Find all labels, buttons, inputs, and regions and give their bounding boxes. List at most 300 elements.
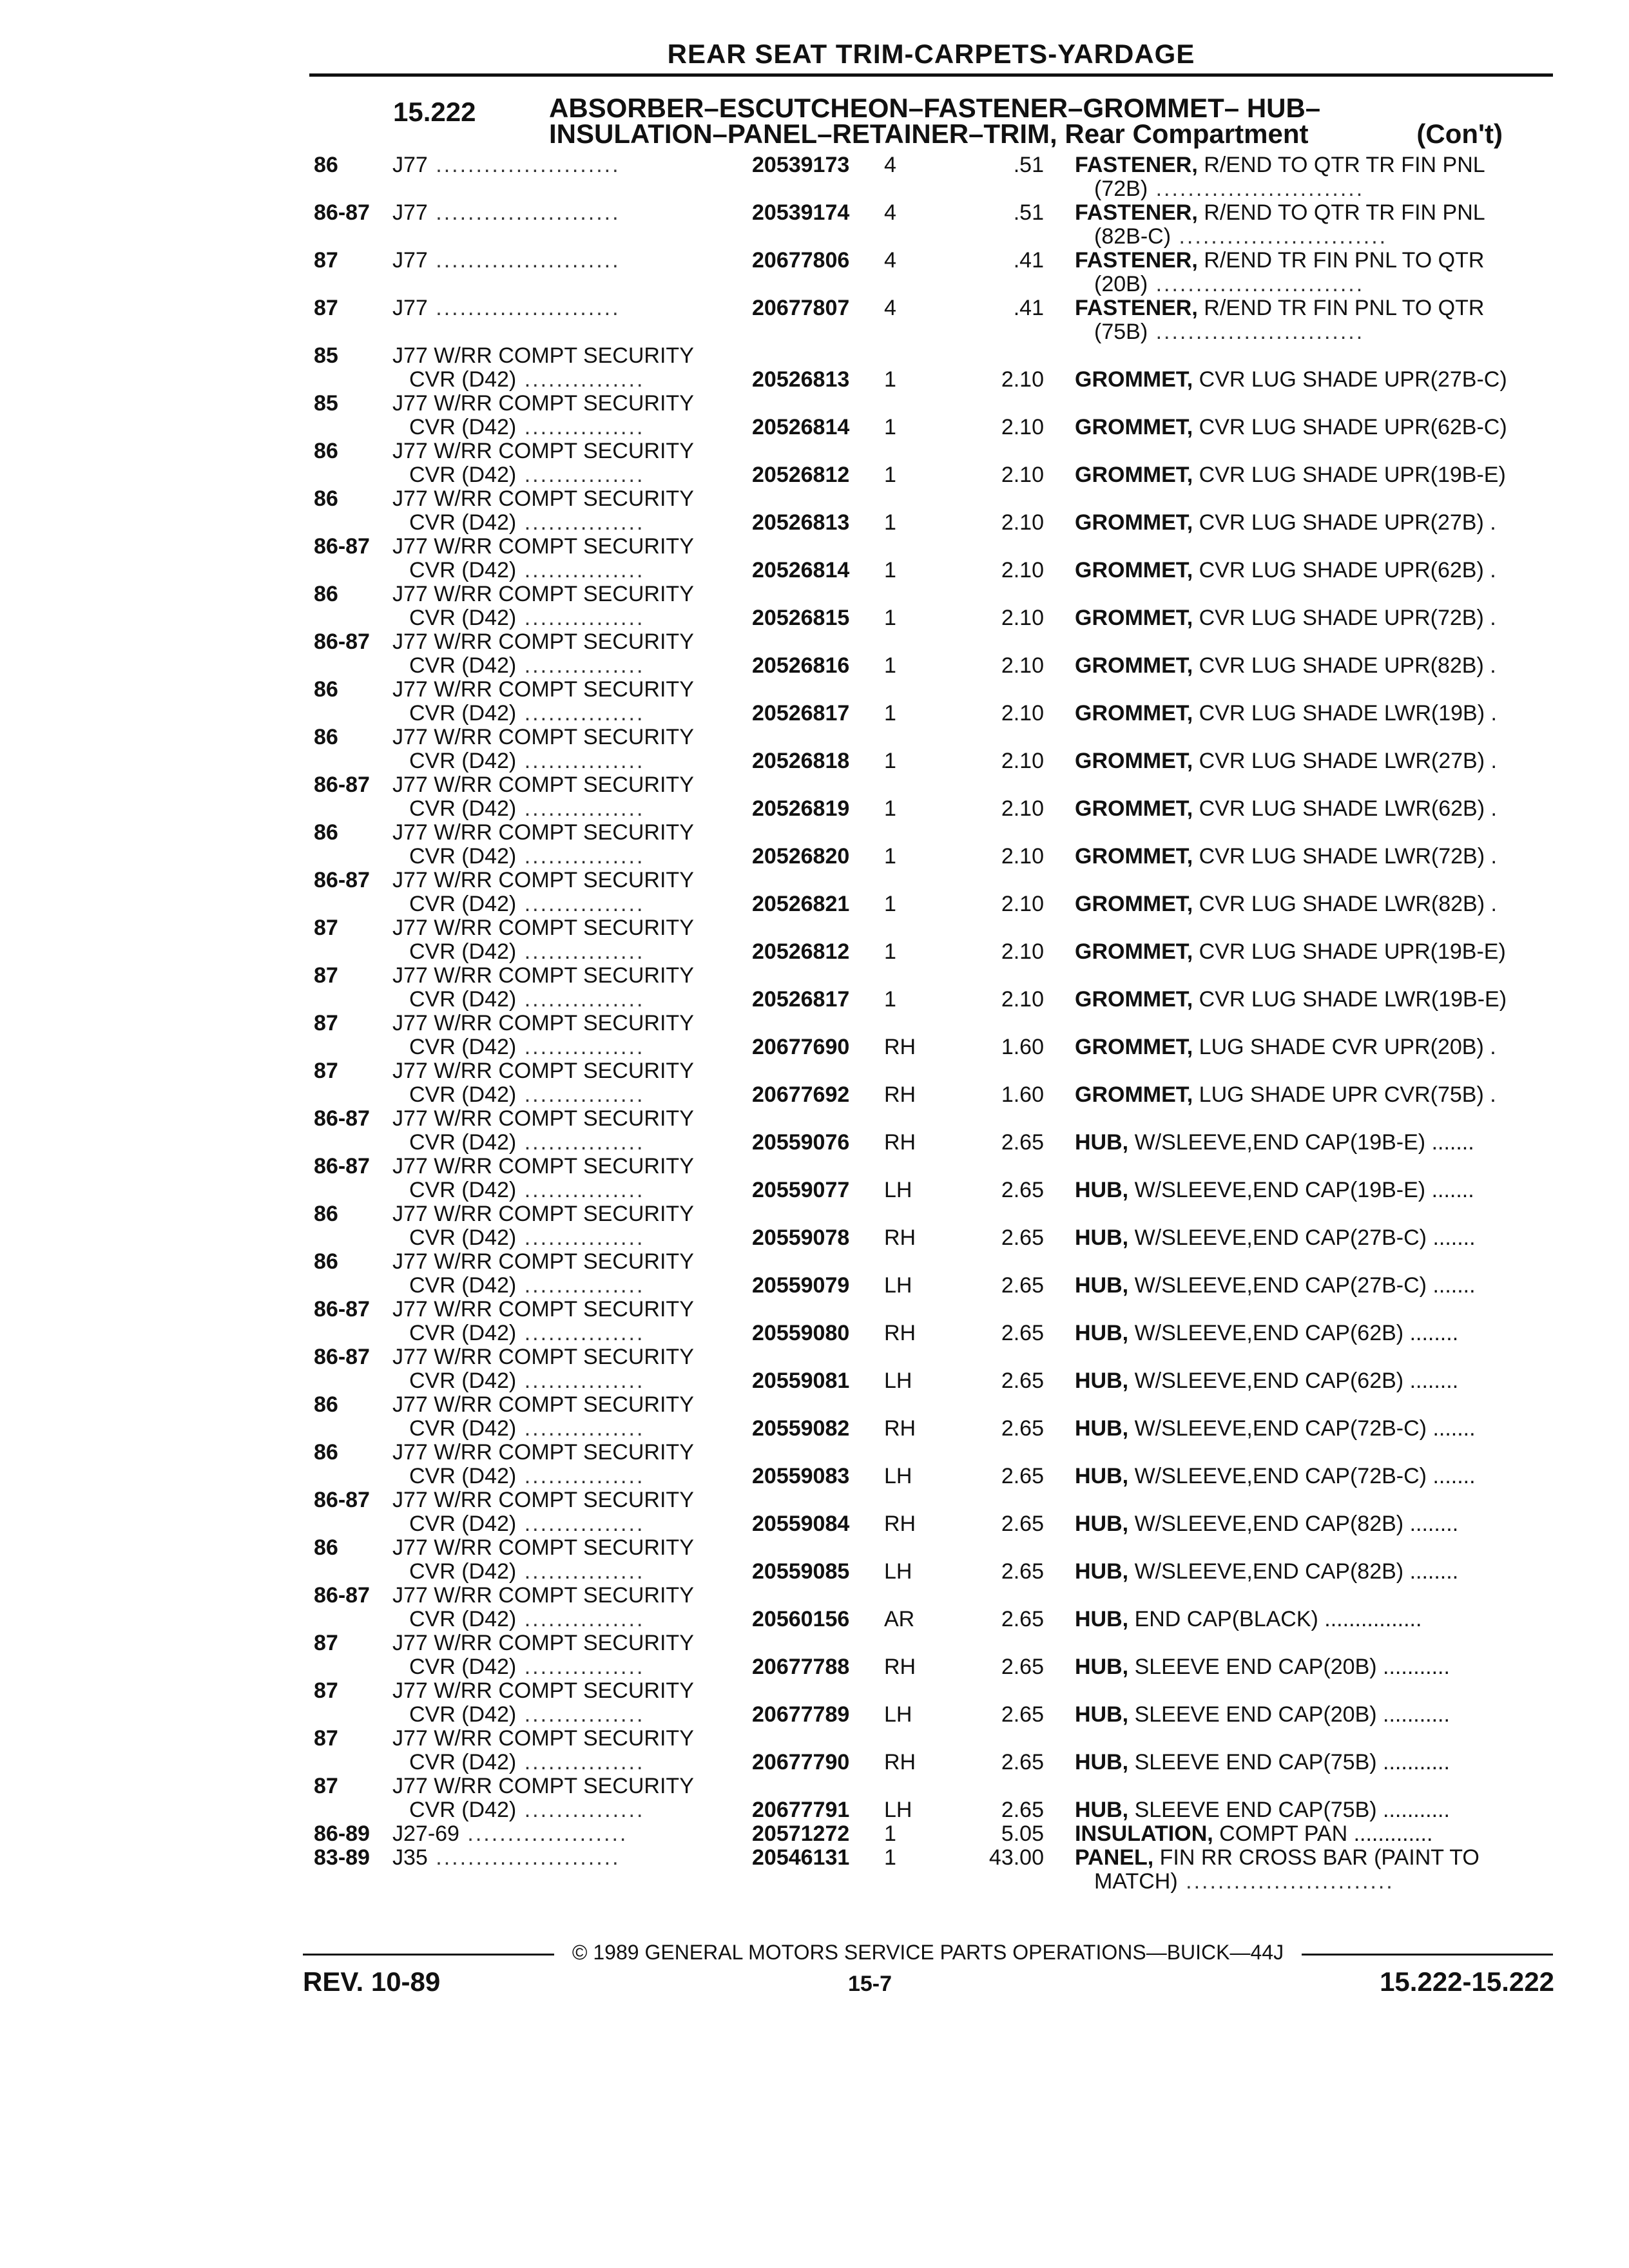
table-row: [0, 726, 1629, 773]
row-part-name: GROMMET,: [1075, 845, 1193, 869]
row-description-text: W/SLEEVE,END CAP(62B) ........: [1134, 1369, 1459, 1393]
leader-dots: ...............: [516, 606, 645, 630]
row-model-line2-text: CVR (D42): [409, 1607, 517, 1631]
table-row: [0, 296, 1629, 344]
row-part-name: HUB,: [1075, 1417, 1129, 1441]
row-part-number: 20526813: [752, 510, 850, 535]
row-part-name: GROMMET,: [1075, 702, 1193, 726]
row-quantity: 1: [884, 749, 896, 773]
row-description: [1075, 1608, 1545, 1631]
row-model-line2: [409, 1321, 644, 1345]
row-description-text: CVR LUG SHADE UPR(27B) .: [1199, 511, 1496, 535]
row-model-line2-text: CVR (D42): [409, 1130, 517, 1155]
row-year: 86-87: [314, 773, 370, 797]
leader-dots: ...............: [516, 510, 645, 535]
row-model-line2: [409, 1512, 644, 1536]
row-model-line2: [409, 511, 644, 535]
row-model-line2-text: CVR (D42): [409, 1273, 517, 1298]
row-description: [1075, 1178, 1545, 1202]
row-description: [1075, 463, 1545, 487]
row-model: [392, 486, 694, 535]
row-description-text: R/END TO QTR TR FIN PNL: [1204, 201, 1485, 225]
row-part-name: GROMMET,: [1075, 368, 1193, 392]
row-part-number: 20546131: [752, 1845, 850, 1870]
row-quantity: 4: [884, 153, 896, 177]
row-year: 85: [314, 343, 338, 368]
table-row: [0, 1202, 1629, 1250]
row-model: [392, 773, 694, 821]
row-description-text: END CAP(BLACK) ................: [1134, 1608, 1422, 1631]
footer-rule-right: [1302, 1954, 1553, 1956]
table-row: [0, 1441, 1629, 1488]
row-description-text: SLEEVE END CAP(20B) ...........: [1134, 1655, 1450, 1679]
row-price: .51: [1013, 200, 1044, 225]
row-part-number: 20526814: [752, 415, 850, 439]
row-part-number: 20539174: [752, 200, 850, 225]
row-model-text: J77 W/RR COMPT SECURITY: [392, 1392, 694, 1417]
row-part-name: HUB,: [1075, 1369, 1129, 1393]
table-row: [0, 1012, 1629, 1059]
row-part-number: 20677791: [752, 1798, 850, 1822]
row-part-name: GROMMET,: [1075, 1083, 1193, 1107]
row-year: 86: [314, 1535, 338, 1560]
row-description-text: FIN RR CROSS BAR (PAINT TO: [1159, 1846, 1480, 1870]
row-model-line2: [409, 797, 644, 821]
row-model: [392, 1535, 694, 1584]
row-price: 2.65: [1001, 1178, 1044, 1202]
row-model-line2: [409, 749, 644, 773]
row-quantity: 1: [884, 987, 896, 1012]
leader-dots: ...............: [516, 1273, 645, 1298]
row-part-name: HUB,: [1075, 1703, 1129, 1727]
row-model: [392, 153, 621, 177]
row-part-number: 20526820: [752, 844, 850, 869]
row-price: 2.10: [1001, 415, 1044, 439]
row-price: 2.65: [1001, 1655, 1044, 1679]
leader-dots: ...............: [516, 1702, 645, 1727]
row-price: 2.65: [1001, 1702, 1044, 1727]
row-description: [1075, 1417, 1545, 1441]
row-part-name: HUB,: [1075, 1798, 1129, 1822]
table-row: [0, 153, 1629, 201]
row-description-text: R/END TR FIN PNL TO QTR: [1204, 249, 1485, 273]
row-quantity: LH: [884, 1798, 912, 1822]
row-model-line2: [409, 1178, 644, 1202]
row-model: [392, 343, 694, 392]
row-model: [392, 1011, 694, 1059]
row-model-line2-text: CVR (D42): [409, 939, 517, 964]
row-model-line2: [409, 845, 644, 869]
table-row: [0, 1631, 1629, 1679]
row-model-line2: [409, 606, 644, 630]
table-row: [0, 821, 1629, 869]
row-model: [392, 391, 694, 439]
row-price: 2.65: [1001, 1225, 1044, 1250]
row-year: 87: [314, 248, 338, 273]
row-model-line2: [409, 654, 644, 678]
leader-dots: ...............: [516, 1225, 645, 1250]
leader-dots: ...............: [516, 463, 645, 487]
row-price: 1.60: [1001, 1035, 1044, 1059]
row-model-text: J77 W/RR COMPT SECURITY: [392, 868, 694, 892]
row-price: 1.60: [1001, 1082, 1044, 1107]
row-part-name: HUB,: [1075, 1560, 1129, 1584]
row-part-number: 20559079: [752, 1273, 850, 1298]
row-model-text: J77 W/RR COMPT SECURITY: [392, 1106, 694, 1131]
row-year: 86-87: [314, 534, 370, 559]
row-quantity: 1: [884, 653, 896, 678]
row-model-line2: [409, 1131, 644, 1155]
row-description: [1075, 1751, 1545, 1774]
row-description-text: W/SLEEVE,END CAP(62B) ........: [1134, 1321, 1459, 1345]
row-quantity: LH: [884, 1559, 912, 1584]
row-part-name: PANEL,: [1075, 1846, 1154, 1870]
row-quantity: 1: [884, 1845, 896, 1870]
row-part-name: HUB,: [1075, 1751, 1129, 1774]
table-row: [0, 964, 1629, 1012]
row-model-text: J77 W/RR COMPT SECURITY: [392, 1202, 694, 1226]
table-row: [0, 1774, 1629, 1822]
leader-dots: ...............: [516, 1559, 645, 1584]
table-row: [0, 1298, 1629, 1345]
row-part-number: 20677788: [752, 1655, 850, 1679]
row-quantity: 4: [884, 200, 896, 225]
table-row: [0, 249, 1629, 296]
row-description: [1075, 1226, 1545, 1250]
row-description-text: R/END TR FIN PNL TO QTR: [1204, 296, 1485, 320]
row-model-line2-text: CVR (D42): [409, 749, 517, 773]
row-description: [1075, 1131, 1545, 1155]
row-model-text: J77: [392, 200, 428, 225]
row-model-line2: [409, 1369, 644, 1393]
row-model-line2-text: CVR (D42): [409, 1798, 517, 1822]
table-row: [0, 439, 1629, 487]
row-description: [1075, 1822, 1545, 1846]
row-description-text: CVR LUG SHADE UPR(72B) .: [1199, 606, 1496, 630]
leader-dots: ...............: [516, 1130, 645, 1155]
row-year: 87: [314, 1726, 338, 1751]
row-price: 2.10: [1001, 939, 1044, 964]
row-model-text: J77 W/RR COMPT SECURITY: [392, 1678, 694, 1703]
row-quantity: LH: [884, 1464, 912, 1488]
section-number: 15.222: [393, 97, 476, 127]
row-price: 2.10: [1001, 749, 1044, 773]
row-year: 87: [314, 1774, 338, 1798]
row-model: [392, 249, 621, 273]
row-part-name: HUB,: [1075, 1274, 1129, 1298]
section-title: [549, 95, 1503, 147]
row-part-name: GROMMET,: [1075, 988, 1193, 1012]
row-price: 2.65: [1001, 1321, 1044, 1345]
row-quantity: RH: [884, 1416, 916, 1441]
row-year: 87: [314, 963, 338, 988]
row-description-text: CVR LUG SHADE LWR(62B) .: [1199, 797, 1497, 821]
row-price: 2.10: [1001, 606, 1044, 630]
row-quantity: AR: [884, 1607, 915, 1631]
row-part-name: HUB,: [1075, 1178, 1129, 1202]
row-description: [1075, 1703, 1545, 1727]
row-model-line2-text: CVR (D42): [409, 796, 517, 821]
row-model-line2-text: CVR (D42): [409, 1702, 517, 1727]
leader-dots: ...............: [516, 1416, 645, 1441]
leader-dots: ...............: [516, 1035, 645, 1059]
row-model-line2: [409, 1465, 644, 1488]
row-model-text: J77 W/RR COMPT SECURITY: [392, 629, 694, 654]
row-part-number: 20559081: [752, 1369, 850, 1393]
row-quantity: 4: [884, 248, 896, 273]
row-description-text: CVR LUG SHADE LWR(82B) .: [1199, 892, 1497, 916]
row-model: [392, 963, 694, 1012]
row-description-line2-text: (72B): [1094, 177, 1148, 201]
row-model: [392, 1345, 694, 1393]
leader-dots: .......................: [427, 1845, 621, 1870]
row-quantity: 1: [884, 367, 896, 392]
row-description-text: CVR LUG SHADE LWR(72B) .: [1199, 845, 1497, 869]
row-model-line2-text: CVR (D42): [409, 415, 517, 439]
row-year: 85: [314, 391, 338, 416]
row-price: 43.00: [988, 1845, 1044, 1870]
row-description: [1075, 201, 1545, 249]
row-part-number: 20526817: [752, 701, 850, 726]
row-model-line2-text: CVR (D42): [409, 1559, 517, 1584]
row-description-text: LUG SHADE UPR CVR(75B) .: [1199, 1083, 1496, 1107]
table-row: [0, 869, 1629, 916]
row-part-number: 20559083: [752, 1464, 850, 1488]
leader-dots: ..........................: [1171, 224, 1388, 249]
row-part-name: HUB,: [1075, 1321, 1129, 1345]
row-model: [392, 677, 694, 726]
row-part-number: 20677692: [752, 1082, 850, 1107]
row-model: [392, 296, 621, 320]
row-quantity: RH: [884, 1082, 916, 1107]
table-row: [0, 678, 1629, 726]
row-part-number: 20559078: [752, 1225, 850, 1250]
table-row: [0, 1393, 1629, 1441]
row-description-text: LUG SHADE CVR UPR(20B) .: [1199, 1035, 1496, 1059]
leader-dots: ..........................: [1148, 320, 1365, 344]
row-model: [392, 582, 694, 630]
row-year: 86-87: [314, 868, 370, 892]
row-model-line2-text: CVR (D42): [409, 1082, 517, 1107]
row-year: 86-87: [314, 1345, 370, 1369]
row-model: [392, 1583, 694, 1631]
page-header: REAR SEAT TRIM-CARPETS-YARDAGE: [667, 39, 1195, 69]
row-quantity: LH: [884, 1178, 912, 1202]
row-price: .41: [1013, 248, 1044, 273]
leader-dots: ...............: [516, 415, 645, 439]
row-description-text: W/SLEEVE,END CAP(82B) ........: [1134, 1512, 1459, 1536]
row-description-text: CVR LUG SHADE UPR(62B-C): [1199, 416, 1507, 439]
row-part-name: GROMMET,: [1075, 559, 1193, 582]
row-description-text: R/END TO QTR TR FIN PNL: [1204, 153, 1485, 177]
row-year: 87: [314, 1059, 338, 1083]
row-model: [392, 1488, 694, 1536]
row-model-line2-text: CVR (D42): [409, 701, 517, 726]
row-model-line2-text: CVR (D42): [409, 463, 517, 487]
row-model: [392, 1631, 694, 1679]
table-row: [0, 916, 1629, 964]
row-year: 86-87: [314, 1583, 370, 1608]
row-model-text: J77 W/RR COMPT SECURITY: [392, 677, 694, 702]
table-row: [0, 344, 1629, 392]
row-price: 2.65: [1001, 1273, 1044, 1298]
table-row: [0, 487, 1629, 535]
table-row: [0, 1488, 1629, 1536]
row-model-text: J27-69: [392, 1821, 459, 1846]
row-description-text: CVR LUG SHADE LWR(19B) .: [1199, 702, 1497, 726]
row-part-name: GROMMET,: [1075, 416, 1193, 439]
row-quantity: 1: [884, 844, 896, 869]
leader-dots: ...............: [516, 1321, 645, 1345]
row-part-number: 20526812: [752, 463, 850, 487]
row-model-line2-text: CVR (D42): [409, 653, 517, 678]
row-model-text: J77: [392, 248, 428, 273]
row-year: 86: [314, 677, 338, 702]
row-model-text: J77 W/RR COMPT SECURITY: [392, 1583, 694, 1608]
row-model-line2-text: CVR (D42): [409, 510, 517, 535]
row-part-name: HUB,: [1075, 1465, 1129, 1488]
row-description-text: SLEEVE END CAP(75B) ...........: [1134, 1798, 1450, 1822]
row-quantity: RH: [884, 1750, 916, 1774]
row-part-name: FASTENER,: [1075, 201, 1198, 225]
row-model: [392, 1297, 694, 1345]
row-description-text: COMPT PAN .............: [1219, 1822, 1433, 1846]
row-description: [1075, 1274, 1545, 1298]
row-model-text: J77 W/RR COMPT SECURITY: [392, 820, 694, 845]
row-description: [1075, 1846, 1545, 1894]
row-model: [392, 725, 694, 773]
row-description-line2: [1075, 273, 1545, 296]
row-quantity: LH: [884, 1369, 912, 1393]
row-description: [1075, 797, 1545, 821]
row-description-text: W/SLEEVE,END CAP(19B-E) .......: [1134, 1178, 1474, 1202]
row-model-line2-text: CVR (D42): [409, 892, 517, 916]
leader-dots: .......................: [427, 248, 621, 273]
row-model-text: J77 W/RR COMPT SECURITY: [392, 343, 694, 368]
row-model-text: J77 W/RR COMPT SECURITY: [392, 486, 694, 511]
row-description-line2: [1075, 1870, 1545, 1894]
row-model-text: J77 W/RR COMPT SECURITY: [392, 963, 694, 988]
row-price: 2.10: [1001, 987, 1044, 1012]
row-model: [392, 1440, 694, 1488]
row-description-text: W/SLEEVE,END CAP(82B) ........: [1134, 1560, 1459, 1584]
row-model-line2: [409, 1274, 644, 1298]
row-year: 87: [314, 1678, 338, 1703]
row-price: 2.65: [1001, 1369, 1044, 1393]
row-quantity: LH: [884, 1702, 912, 1727]
row-year: 86: [314, 820, 338, 845]
row-description-text: CVR LUG SHADE UPR(19B-E): [1199, 940, 1506, 964]
row-year: 86: [314, 725, 338, 749]
row-part-number: 20559084: [752, 1512, 850, 1536]
leader-dots: ...............: [516, 558, 645, 582]
row-year: 86-87: [314, 629, 370, 654]
row-price: 2.10: [1001, 367, 1044, 392]
row-part-name: GROMMET,: [1075, 1035, 1193, 1059]
row-model-line2: [409, 1798, 644, 1822]
row-model-text: J77 W/RR COMPT SECURITY: [392, 1631, 694, 1655]
table-row: [0, 535, 1629, 582]
section-title-line1: ABSORBER–ESCUTCHEON–FASTENER–GROMMET– HUB–: [549, 93, 1321, 123]
row-model: [392, 629, 694, 678]
row-model-line2-text: CVR (D42): [409, 606, 517, 630]
row-model-text: J77 W/RR COMPT SECURITY: [392, 1726, 694, 1751]
row-description: [1075, 988, 1545, 1012]
row-quantity: RH: [884, 1512, 916, 1536]
row-description: [1075, 511, 1545, 535]
leader-dots: .......................: [427, 153, 621, 177]
row-model: [392, 820, 694, 869]
row-model-line2: [409, 702, 644, 726]
row-model-line2: [409, 1226, 644, 1250]
row-model-line2: [409, 988, 644, 1012]
leader-dots: ..........................: [1148, 177, 1365, 201]
row-model-line2: [409, 940, 644, 964]
row-description: [1075, 1321, 1545, 1345]
row-model-text: J77 W/RR COMPT SECURITY: [392, 1488, 694, 1512]
row-description: [1075, 702, 1545, 726]
row-year: 86-87: [314, 1154, 370, 1178]
row-model-text: J77 W/RR COMPT SECURITY: [392, 1011, 694, 1035]
row-quantity: RH: [884, 1225, 916, 1250]
row-part-name: GROMMET,: [1075, 511, 1193, 535]
leader-dots: ...............: [516, 939, 645, 964]
row-model: [392, 439, 694, 487]
row-model: [392, 1822, 628, 1846]
row-quantity: 1: [884, 463, 896, 487]
row-year: 86: [314, 439, 338, 463]
row-part-name: GROMMET,: [1075, 892, 1193, 916]
row-model-text: J77: [392, 296, 428, 320]
row-part-name: HUB,: [1075, 1226, 1129, 1250]
row-description: [1075, 1083, 1545, 1107]
row-quantity: 1: [884, 701, 896, 726]
row-part-number: 20526816: [752, 653, 850, 678]
row-model-line2-text: CVR (D42): [409, 987, 517, 1012]
row-description: [1075, 249, 1545, 296]
row-model-line2: [409, 1417, 644, 1441]
row-price: 5.05: [1001, 1821, 1044, 1846]
row-description-text: CVR LUG SHADE UPR(82B) .: [1199, 654, 1496, 678]
footer-copyright: © 1989 GENERAL MOTORS SERVICE PARTS OPERATIONS—BUICK—44J: [572, 1941, 1284, 1964]
row-quantity: RH: [884, 1035, 916, 1059]
leader-dots: ...............: [516, 1178, 645, 1202]
row-model-line2: [409, 463, 644, 487]
row-model: [392, 1106, 694, 1155]
leader-dots: ...............: [516, 844, 645, 869]
row-year: 86: [314, 1392, 338, 1417]
table-row: [0, 773, 1629, 821]
row-part-name: GROMMET,: [1075, 654, 1193, 678]
row-quantity: 1: [884, 415, 896, 439]
header-rule: [309, 73, 1553, 77]
row-year: 86-89: [314, 1821, 370, 1846]
row-model-text: J77 W/RR COMPT SECURITY: [392, 582, 694, 606]
row-part-number: 20559080: [752, 1321, 850, 1345]
row-description: [1075, 368, 1545, 392]
row-model-text: J77 W/RR COMPT SECURITY: [392, 439, 694, 463]
row-part-number: 20677690: [752, 1035, 850, 1059]
row-model-line2-text: CVR (D42): [409, 1512, 517, 1536]
row-price: 2.65: [1001, 1512, 1044, 1536]
row-model-text: J77 W/RR COMPT SECURITY: [392, 916, 694, 940]
row-model-line2-text: CVR (D42): [409, 367, 517, 392]
row-model: [392, 534, 694, 582]
row-model-line2-text: CVR (D42): [409, 844, 517, 869]
row-description-line2-text: (20B): [1094, 272, 1148, 296]
row-part-number: 20677807: [752, 296, 850, 320]
row-model-line2: [409, 1655, 644, 1679]
